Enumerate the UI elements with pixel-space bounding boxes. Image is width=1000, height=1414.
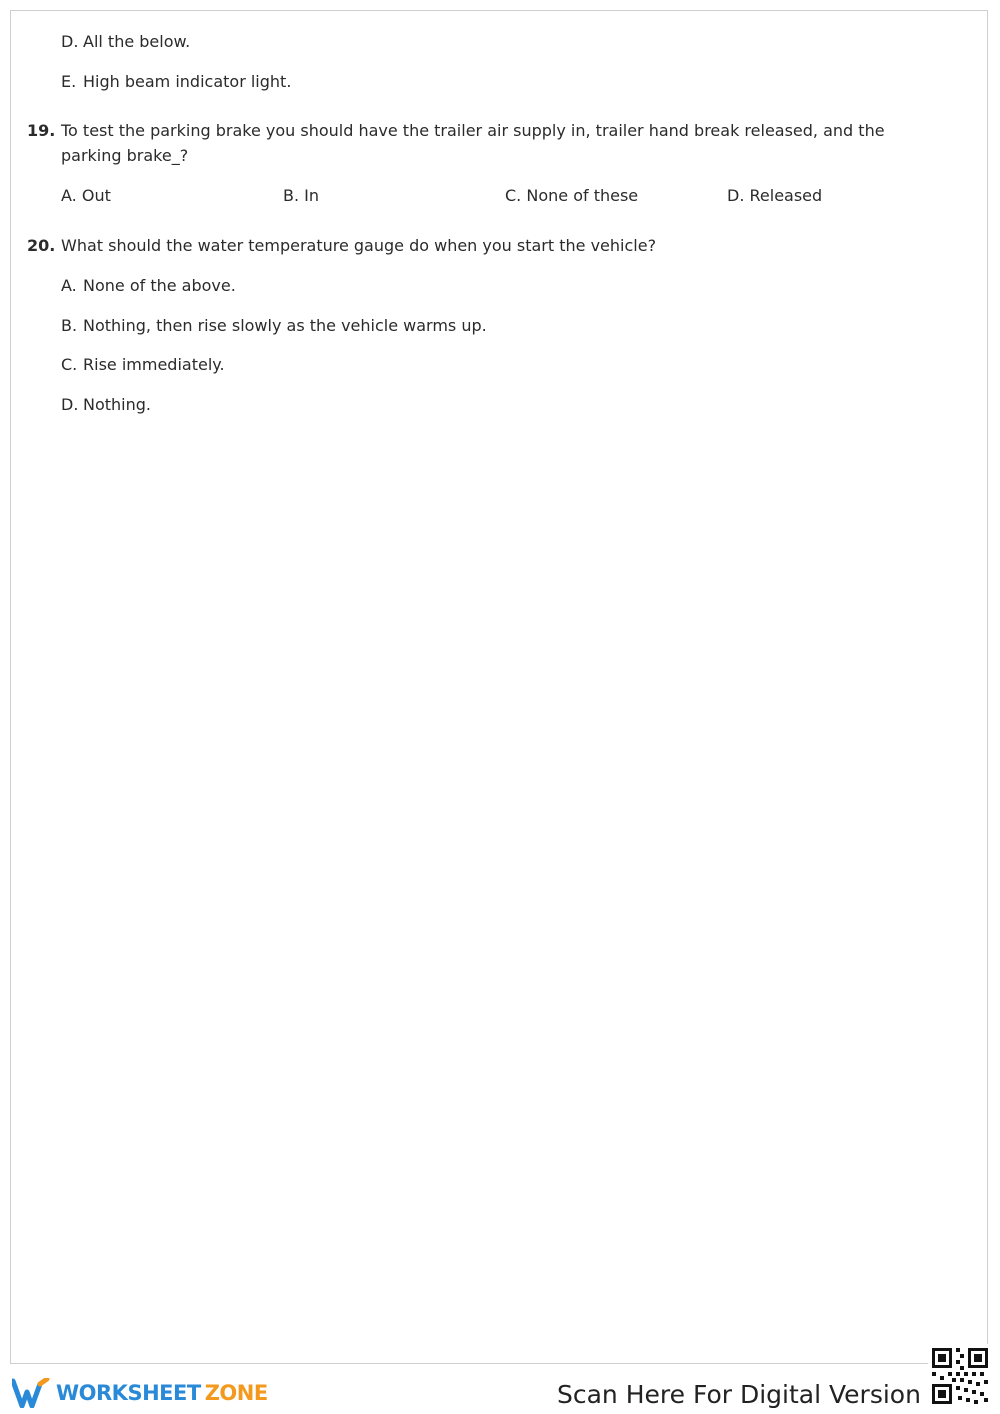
option-a[interactable] — [61, 276, 236, 296]
option-d[interactable] — [61, 32, 190, 52]
option-b[interactable] — [283, 186, 319, 206]
option-text: High beam indicator light. — [83, 72, 292, 91]
option-letter: C. — [61, 355, 78, 374]
option-d[interactable] — [727, 186, 822, 206]
option-c[interactable] — [505, 186, 638, 206]
question-text: What should the water temperature gauge do when you start the vehicle? — [61, 236, 657, 255]
option-text: All the below. — [83, 32, 191, 51]
logo-text-zone: ZONE — [204, 1381, 268, 1405]
option-d[interactable] — [61, 395, 151, 415]
option-text: Nothing. — [83, 395, 151, 414]
option-letter: C. — [505, 186, 522, 205]
option-letter: D. — [727, 186, 745, 205]
option-text: Nothing, then rise slowly as the vehicle warms up. — [83, 316, 487, 335]
worksheet-zone-logo[interactable] — [12, 1378, 268, 1408]
option-text: Released — [749, 186, 823, 205]
option-c[interactable] — [61, 355, 225, 375]
option-a[interactable] — [61, 186, 111, 206]
option-text: In — [304, 186, 320, 205]
logo-text-worksheet: WORKSHEET — [56, 1381, 201, 1405]
page-border — [10, 10, 988, 1364]
option-text: Rise immediately. — [83, 355, 225, 374]
option-text: None of the above. — [83, 276, 236, 295]
option-letter: A. — [61, 276, 77, 295]
option-letter: E. — [61, 72, 77, 91]
scan-caption: Scan Here For Digital Version — [557, 1380, 921, 1409]
question-text — [61, 118, 921, 168]
option-e[interactable] — [61, 72, 291, 92]
option-letter: B. — [61, 316, 78, 335]
w-logo-icon — [12, 1378, 50, 1408]
option-letter: D. — [61, 395, 79, 414]
option-letter: D. — [61, 32, 79, 51]
question-number: 19. — [27, 121, 56, 140]
option-letter: B. — [283, 186, 300, 205]
option-text: None of these — [526, 186, 639, 205]
option-text: Out — [81, 186, 111, 205]
question-line: parking brake_? — [61, 146, 189, 165]
option-letter: A. — [61, 186, 77, 205]
qr-code-icon[interactable] — [928, 1344, 992, 1408]
question-line: To test the parking brake you should have the trailer air supply in, trailer hand break released, and the — [61, 121, 885, 140]
question-number: 20. — [27, 236, 56, 255]
qr-code-graphic — [928, 1344, 992, 1408]
option-b[interactable] — [61, 316, 487, 336]
logo-text — [56, 1381, 268, 1405]
